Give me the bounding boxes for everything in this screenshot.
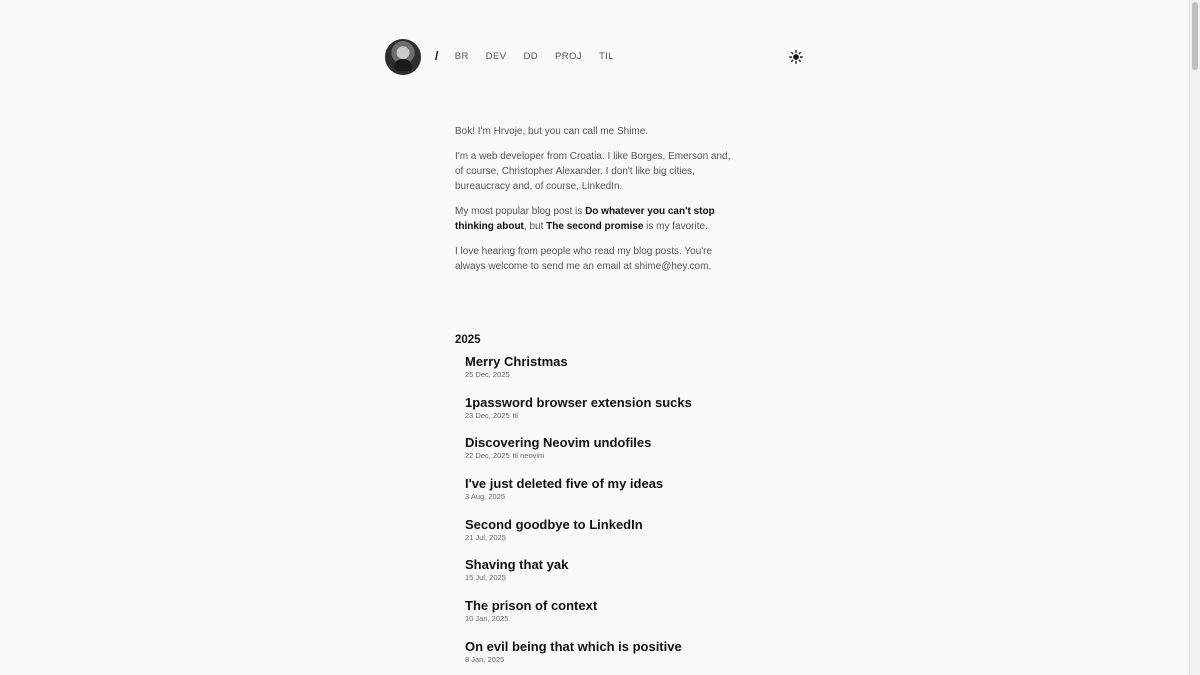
post-meta [465, 614, 805, 624]
post-item [465, 638, 805, 675]
post-meta [465, 492, 805, 502]
post-item [465, 434, 805, 475]
post-title-link[interactable]: 1password browser extension sucks [465, 394, 692, 410]
post-tags[interactable]: til neovim [512, 451, 545, 461]
post-date: 25 Dec, 2025 [465, 370, 510, 379]
site-header [385, 39, 805, 75]
post-item [465, 394, 805, 435]
post-date: 3 Aug, 2025 [465, 492, 506, 502]
post-meta [465, 370, 805, 380]
favorite-post-link[interactable]: The second promise [546, 221, 644, 232]
post-date: 22 Dec, 2025 [465, 451, 510, 461]
intro-popular-prefix: My most popular blog post is [455, 206, 586, 217]
nav-home-link[interactable]: / [435, 49, 439, 63]
post-item [465, 516, 805, 557]
nav-link-til[interactable]: TIL [598, 50, 614, 62]
scrollbar-thumb[interactable] [1192, 2, 1198, 70]
year-heading: 2025 [455, 334, 481, 346]
intro-contact: I love hearing from people who read my blog posts. You're always welcome to send me an email at shime@hey.com. [455, 246, 713, 272]
intro-popular-middle: , but [523, 221, 547, 232]
post-title-link[interactable]: On evil being that which is positive [465, 638, 682, 654]
intro-section [455, 124, 735, 284]
post-item [465, 597, 805, 638]
sun-icon [789, 50, 803, 64]
post-title-link[interactable]: Merry Christmas [465, 354, 568, 369]
post-tags[interactable]: til [512, 410, 519, 420]
nav-link-br[interactable]: BR [454, 50, 469, 62]
post-title-link[interactable]: The prison of context [465, 598, 598, 614]
avatar[interactable] [385, 39, 421, 75]
post-date: 10 Jan, 2025 [465, 614, 509, 624]
post-meta [465, 573, 805, 583]
popular-post-link[interactable]: Do whatever you can't stop thinking about [455, 206, 715, 232]
nav-link-dd[interactable]: DD [523, 50, 538, 62]
post-title-link[interactable]: Second goodbye to LinkedIn [465, 516, 643, 532]
nav-link-dev[interactable]: DEV [485, 50, 507, 62]
theme-toggle-button[interactable] [787, 48, 805, 66]
post-list [465, 353, 805, 675]
post-date: 21 Jul, 2025 [465, 532, 506, 542]
post-item [465, 556, 805, 597]
post-date: 8 Jan, 2025 [465, 654, 505, 664]
nav-link-proj[interactable]: PROJ [555, 50, 582, 62]
post-meta [465, 655, 805, 665]
post-item [465, 475, 805, 516]
intro-popular-posts [455, 204, 735, 234]
main-nav [435, 49, 631, 63]
intro-greeting: Bok! I'm Hrvoje, but you can call me Shime. [455, 126, 649, 137]
post-title-link[interactable]: I've just deleted five of my ideas [465, 476, 664, 492]
post-date: 23 Dec, 2025 [465, 410, 510, 420]
page-scrollbar[interactable] [1189, 0, 1200, 675]
post-meta [465, 533, 805, 543]
post-title-link[interactable]: Discovering Neovim undofiles [465, 435, 652, 451]
intro-about: I'm a web developer from Croatia. I like Borges, Emerson and, of course, Christopher Alexander. I don't like big cities, bureaucracy and, of course, LinkedIn. [455, 151, 731, 192]
post-meta [465, 451, 805, 461]
post-date: 15 Jul, 2025 [465, 573, 506, 583]
post-meta [465, 411, 805, 421]
post-item [465, 353, 805, 394]
post-title-link[interactable]: Shaving that yak [465, 557, 569, 573]
intro-popular-suffix: is my favorite. [643, 221, 708, 232]
